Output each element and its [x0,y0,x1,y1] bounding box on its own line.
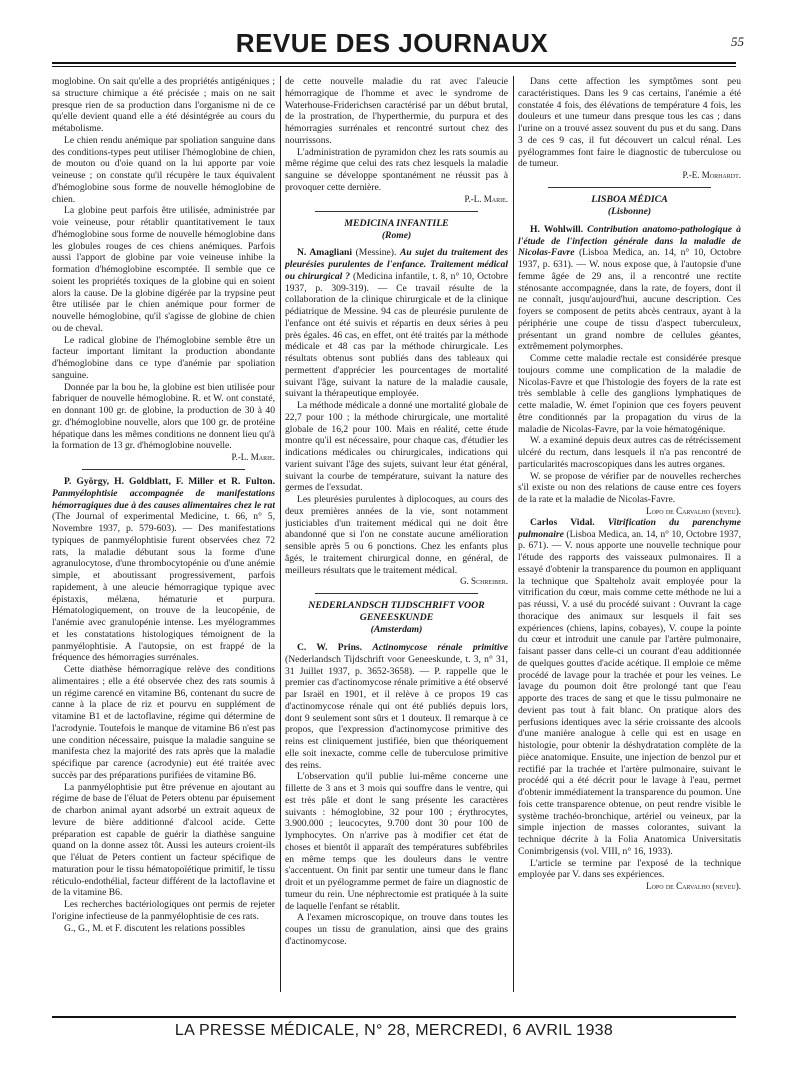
paragraph: Le chien rendu anémique par spoliation sanguine dans des conditions-types peut utiliser l'hémoglobine de chien, de mouton ou d'oie quand on la lui apporte par voie veineuse ; on constate qu'il récupère le taux équivalent d'hémoglobine sous forme de nouvelle hémoglobine de chien. [52,134,275,205]
article-body: (Lisboa Medica, an. 14, n° 10, Octobre 1937, p. 671). — V. nous apporte une nouvelle technique pour l'étude des rapports des vaisseaux pulmonaires. Il a essayé d'obtenir la transparence du poumon en appliquant la technique que Spalteholz avait employée pour la vitrification du cœur, mais comme cette méthode ne lui a pas réussi, V. a usé du procédé suivant : Ouvrant la cage thoracique des animaux sur lesquels il fait ses expériences (chiens, lapins, cobayes), V. coupe la pointe du cœur et introduit une canule par l'artère pulmonaire, faisant passer dans celle-ci un courant d'eau additionnée de quelques gouttes d'acide acétique. Il emploie ce même procédé de lavage pour la trachée et pour les veines. Le lavage du poumon doit être prolongé tant que l'eau apporte des traces de sang et que le tissu pulmonaire ne devient pas tout à fait blanc. On pratique alors des perfusions identiques avec la série croissante des alcools d'une manière analogue à celle qui est en usage en histologie, pour obtenir la déshydratation complète de la pièce anatomique. Ensuite, une injection de benzol pur et rectifié par la trachée et l'artère pulmonaire, suivant le procédé qui a été décrit pour le lavage à l'eau, permet d'obtenir immédiatement la transparence du poumon. Une fois cette transparence obtenue, on peut rendre visible le système trachéo-bronchique, artériel ou veineux, par la simple injection de masses colorantes, suivant la technique décrite à la Folia Anatomica Universitatis Conimbrigensis (vol. VIII, n° 16, 1933). [518,528,741,857]
author-place: (Messine). [355,247,397,259]
article-body: (Nederlandsch Tijdschrift voor Geneeskunde, t. 3, n° 31, 31 Juillet 1937, p. 3652-3658). — P. rappelle que le premier cas d'actinomycose rénale primitive a été observé par Israël en 1901, et il relève à ce propos 19 cas d'actinomycose rénale qui ont été publiés depuis lors, dont 9 seulement sont sûrs et 1 douteux. Il remarque à ce propos, que l'expression d'actinomycose primitive des reins est cliniquement justifiée, bien que théoriquement elle soit inexacte, comme celle de tuberculose primitive des reins. [285,653,508,771]
author-signature: P.-L. Marie. [231,452,275,462]
article-title: Vitrification du parenchyme pulmonaire [518,516,741,540]
article-title: Panmyélophtisie accompagnée de manifestations hémorragiques due à des causes alimentaires chez le rat [52,487,275,511]
paragraph: A l'examen microscopique, on trouve dans toutes les coupes un tissu de granulation, ainsi que des grains d'actinomycose. [285,912,508,947]
article-authors: N. Amagliani [297,247,353,259]
article-title: Contribution anatomo-pathologique à l'étude de l'infection générale dans la maladie de Nicolas-Favre [518,223,741,259]
paragraph: G., G., M. et F. discutent les relations possibles [64,922,245,934]
page-footer: LA PRESSE MÉDICALE, N° 28, MERCREDI, 6 AVRIL 1938 [174,1022,614,1039]
journal-city: (Rome) [381,229,412,241]
article-abstract [518,517,741,858]
paragraph: de cette nouvelle maladie du rat avec l'aleucie hémorragique de l'homme et avec le syndrome de Waterhouse-Friderichsen caractérisé par un début brutal, de la prostration, de l'hyperthermie, du purpura et des hémorragies surrénales et rencontré surtout chez des nourrissons. [285,76,508,146]
section-separator [315,211,478,212]
author-signature: P.-L. Marie. [464,193,508,204]
author-signature: Lopo de Carvalho (neveu). [646,505,741,516]
paragraph: La globine peut parfois être utilisée, administrée par voie veineuse, pour rétablir quantitativement le taux d'hémoglobine sous forme de nouvelle hémoglobine dans les globules rouges de ces chiens anémiques. Parfois aussi l'apport de globine par voie veineuse inhibe la formation d'hémoglobine escomptée. Il semble que ce soient les propriétés toxiques de la globine qui en soient alors la cause. De la globine digérée par la trypsine peut être utilisée par le chien anémique pour former de nouvelle hémoglobine, qu'il s'agisse de globine de chien ou de cheval. [52,205,275,334]
column-divider-2 [513,76,514,992]
journal-city: (Amsterdam) [370,624,423,636]
article-title: Actinomycose rénale primitive [372,642,508,654]
column-2 [285,76,508,996]
journal-city: (Lisbonne) [607,206,652,218]
paragraph: Cette diathèse hémorragique relève des conditions alimentaires ; elle a été observée chez des rats soumis à un régime carencé en vitamine B6, contenant du sucre de canne à la place de riz et pourvu en supplément de vitamine B1 et de lactoflavine, régime qui détermine de l'acrodynie. Toutefois le manque de vitamine B6 n'est pas une condition nécessaire, puisque la maladie sanguine se manifesta chez la majorité des rats après que la maladie spécifique par carence (acrodynie) eut été traitée avec succès par des préparations purifiées de vitamine B6. [52,664,275,781]
footer-rule [52,1016,736,1018]
header-rule-thin [52,66,736,67]
paragraph: La méthode médicale a donné une mortalité globale de 22,7 pour 100 ; la méthode chirurgicale, une mortalité globale de 16,2 pour 100. Mais en réalité, cette étude montre qu'il est nécessaire, pour chaque cas, d'étudier les indications médicales ou chirurgicales, indications qui varient suivant l'âge des sujets, suivant leur état général, suivant la courbe de température, suivant la nature des germes de l'exsudat. [285,400,508,494]
page-number: 55 [731,34,744,49]
article-title: Au sujet du traitement des pleurésies purulentes de l'enfance. Traitement médical ou chirurgical ? [285,247,508,282]
column-1 [52,76,275,996]
author-signature: Lopo de Carvalho (neveu). [646,881,741,892]
article-body: (Lisboa Medica, an. 14, n° 10, Octobre 1937, p. 631). — W. nous expose que, à l'autopsie d'une femme âgée de 29 ans, il a rencontré une rectite sténosante accompagnée, dans la rate, de foyers, dont il ne connaît, jusqu'aujourd'hui, aucune description. Ces foyers se composent de petits abcès centraux, ayant à la périphérie une coupe de tissu d'aspect tuberculeux, présentant un grand nombre de cellules géantes, extrêmement polymorphes. [518,247,741,353]
author-signature: P.-E. Morhardt. [682,170,741,180]
paragraph: Donnée par la bou he, la globine est bien utilisée pour fabriquer de nouvelle hémoglobine. R. et W. ont constaté, en donnant 100 gr. de globine, la production de 30 à 40 gr. d'hémoglobine nouvelle, alors que 100 gr. de protéine hépatique dans les mêmes conditions ne donnent lieu qu'à la formation de 13 gr. d'hémoglobine nouvelle. [52,381,275,452]
column-divider-1 [280,76,281,992]
article-abstract [518,224,741,353]
paragraph: moglobine. On sait qu'elle a des propriétés antigéniques ; sa structure chimique a été précisée ; mais on ne sait presque rien de sa production dans l'organisme ni de ce qu'elle devient quand elle a été désintégrée au cours du métabolisme. [52,76,275,134]
article-authors: Carlos Vidal. [530,516,595,528]
section-separator [548,187,711,188]
article-abstract [285,247,508,400]
article-body: (Medicina infantile, t. 8, n° 10, Octobre 1937, p. 309-319). — Ce travail résulte de la collaboration de la clinique chirurgicale et de la clinique pédiatrique de Messine. 94 cas de pleurésie purulente de l'enfance ont été suivis et répartis en deux séries à peu près égales. 46 cas, en effet, ont été traités par la méthode médicale et 48 cas par la méthode chirurgicale. Les résultats obtenus sont publiés dans des tableaux qui permettent d'apprécier les pourcentages de mortalité suivant l'âge, suivant la nature de la maladie causale, suivant la thérapeutique employée. [285,270,508,400]
article-abstract [285,642,508,771]
paragraph: L'observation qu'il publie lui-même concerne une fillette de 3 ans et 3 mois qui souffre dans le ventre, qui est très pâle et dont le sang présente les caractères suivants : hémoglobine, 32 pour 100 ; érythrocytes, 3.900.000 ; leucocytes, 9.700 dont 30 pour 100 de lymphocytes. On n'arrive pas à modifier cet état de choses et bientôt il apparaît des températures subfébriles en même temps que les douleurs dans le ventre s'accentuent. On finit par sentir une tumeur dans le flanc droit et un pyélogramme permet de faire un diagnostic de tumeur du rein. Une néphrectomie est pratiquée à la suite de laquelle l'enfant se rétablit. [285,771,508,912]
article-authors: H. Wohlwill. [530,223,584,235]
article-authors: C. W. Prins. [297,642,363,654]
section-separator [315,593,478,594]
paragraph: Dans cette affection les symptômes sont peu caractéristiques. Dans les 9 cas certains, l'anémie a été constatée 4 fois, des élévations de température 4 fois, les douleurs et une tumeur dans presque tous les cas ; dans l'urine on a trouvé assez souvent du pus et du sang. Dans 3 de ces 9 cas, il fut découvert un calcul rénal. Les pyélogrammes font faire le diagnostic de tuberculose ou de tumeur. [518,76,741,170]
paragraph: La panmyélophtisie put être prévenue en ajoutant au régime de base de l'éluat de Peters obtenu par épuisement de charbon animal ayant adsorbé un extrait aqueux de levure de bière additionné d'alcool acide. Cette préparation est capable de guérir la diathèse sanguine quand on la donne assez tôt. Aussi les auteurs croient-ils que l'éluat de Peters contient un facteur spécifique de maturation pour le tissu hématopoïétique primitif, le tissu réticulo-endothélial, facteur différent de la lactoflavine et de la vitamine B6. [52,781,275,899]
article-abstract [52,476,275,664]
journal-name: NEDERLANDSCH TIJDSCHRIFT VOOR GENEESKUNDE [308,600,485,624]
journal-name: MEDICINA INFANTILE [344,217,449,229]
paragraph: W. a examiné depuis deux autres cas de rétrécissement ulcéré du rectum, dans lesquels il n'a pas rencontré de particularités macroscopiques dans les autres organes. [518,435,741,470]
paragraph: Comme cette maladie rectale est considérée presque toujours comme une complication de la maladie de Nicolas-Favre et que l'histologie des foyers de la rate est très semblable à celle des ganglions lymphatiques de cette maladie, W. émet l'opinion que ces foyers peuvent être conditionnés par la propagation du virus de la maladie de Nicolas-Favre, par la voie hématogénique. [518,353,741,435]
journal-name: LISBOA MÉDICA [591,194,668,206]
article-authors: P. György, H. Goldblatt, F. Miller et R. Fulton. [64,476,275,488]
journal-section-title: REVUE DES JOURNAUX [235,28,549,58]
paragraph: W. se propose de vérifier par de nouvelles recherches s'il existe ou non des relations de cause entre ces foyers de la rate et la maladie de Nicolas-Favre. [518,470,741,506]
paragraph: Les pleurésies purulentes à diplocoques, au cours des deux premières années de la vie, sont notamment justiciables d'un traitement médical qui ne doit être abandonné que si l'on ne constate aucune amélioration sensible après 5 ou 6 ponctions. Chez les enfants plus âgés, le traitement chirurgical donne, en général, de meilleurs résultats que le traitement médical. [285,494,508,576]
paragraph: Les recherches bactériologiques ont permis de rejeter l'origine infectieuse de la panmyélophtisie de ces rats. [52,899,275,922]
page-header [52,28,744,62]
article-separator [82,469,245,470]
author-signature: G. Schreiber. [460,576,508,587]
paragraph: Le radical globine de l'hémoglobine semble être un facteur important limitant la production abondante d'hémoglobine dans ce type d'anémie par spoliation sanguine. [52,334,275,381]
paragraph: L'article se termine par l'exposé de la technique employée par V. dans ses expériences. [518,857,741,881]
paragraph: L'administration de pyramidon chez les rats soumis au même régime que celui des rats chez lesquels la maladie sanguine se développe spontanément ne réussit pas à provoquer cette dernière. [285,146,508,193]
article-body: (The Journal of experimental Medicine, t. 66, n° 5, Novembre 1937, p. 579-603). — Des manifestations typiques de panmyélophtisie furent observées chez 72 rats, la maladie débutant sous la forme d'une agranulocytose, d'une thrombocytopénie ou d'une anémie simple, et aboutissant progressivement, parfois rapidement, à une aleucie hémorragique typique avec épistaxis, mélæna, hématurie et purpura. Hématologiquement, on trouve de la leucopénie, de l'anémie avec granulopénie intense. Les myélogrammes et les constatations histologiques témoignent de la panmyélophtisie. A l'autopsie, on est frappé de la fréquence des hémorragies surrénales. [52,511,275,664]
header-rule [52,62,736,64]
column-3 [518,76,741,996]
